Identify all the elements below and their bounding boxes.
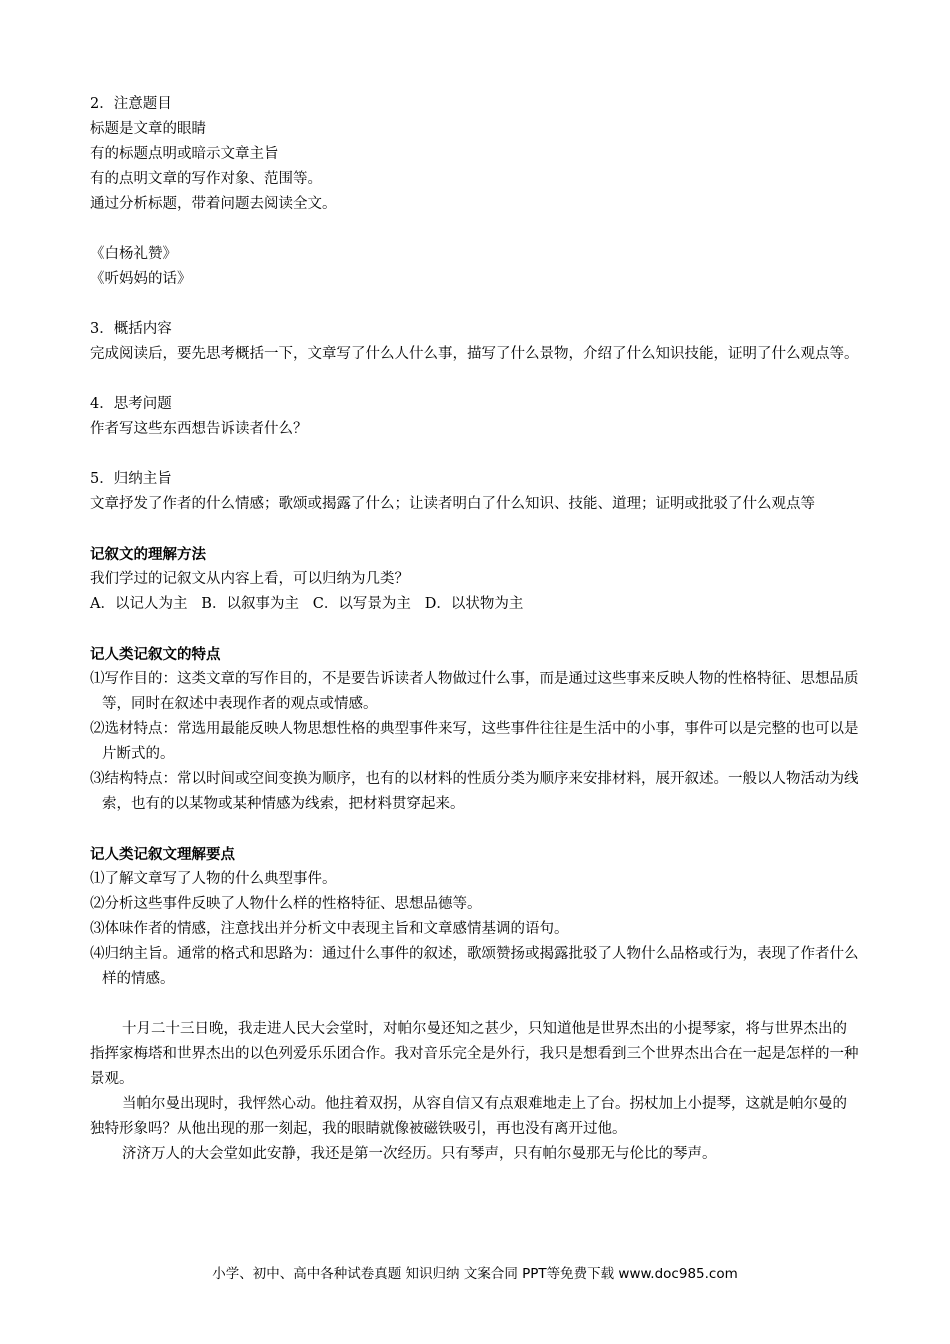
feature-item: ⑵选材特点：常选用最能反映人物思想性格的典型事件来写，这些事件往往是生活中的小事，事件可以是完整的也可以是片断式的。 [90, 721, 859, 762]
section-5-text: 文章抒发了作者的什么情感；歌颂或揭露了什么；让读者明白了什么知识、技能、道理；证明或批驳了什么观点等 [90, 496, 815, 512]
points-title: 记人类记叙文理解要点 [90, 846, 235, 863]
point-item: ⑵分析这些事件反映了人物什么样的性格特征、思想品德等。 [90, 896, 482, 912]
spacer [90, 292, 860, 317]
spacer [90, 442, 860, 467]
point-item: ⑶体味作者的情感，注意找出并分析文中表现主旨和文章感情基调的语句。 [90, 921, 569, 937]
page-footer: 小学、初中、高中各种试卷真题 知识归纳 文案合同 PPT等免费下载 www.doc985.com [212, 1266, 738, 1282]
passage-paragraph: 济济万人的大会堂如此安静，我还是第一次经历。只有琴声，只有帕尔曼那无与伦比的琴声。 [122, 1146, 717, 1162]
features-title: 记人类记叙文的特点 [90, 646, 221, 663]
spacer [90, 367, 860, 392]
spacer [90, 817, 860, 842]
spacer [90, 617, 860, 642]
feature-item: ⑴写作目的：这类文章的写作目的，不是要告诉读者人物做过什么事，而是通过这些事来反映人物的性格特征、思想品质等，同时在叙述中表现作者的观点或情感。 [90, 671, 859, 712]
point-item: ⑴了解文章写了人物的什么典型事件。 [90, 871, 337, 887]
example-title: 《听妈妈的话》 [90, 271, 192, 287]
point-item: ⑷归纳主旨。通常的格式和思路为：通过什么事件的叙述，歌颂赞扬或揭露批驳了人物什么品格或行为，表现了作者什么样的情感。 [90, 946, 859, 987]
section-3-heading: 3．概括内容 [90, 321, 172, 337]
method-question: 我们学过的记叙文从内容上看，可以归纳为几类？ [90, 571, 409, 587]
document-body [90, 92, 860, 1167]
section-4-heading: 4．思考问题 [90, 396, 172, 412]
section-2-line: 通过分析标题，带着问题去阅读全文。 [90, 196, 337, 212]
method-title: 记叙文的理解方法 [90, 546, 206, 563]
method-options: A．以记人为主 B．以叙事为主 C．以写景为主 D．以状物为主 [90, 596, 524, 612]
passage-paragraph: 十月二十三日晚，我走进人民大会堂时，对帕尔曼还知之甚少，只知道他是世界杰出的小提琴家，将与世界杰出的指挥家梅塔和世界杰出的以色列爱乐乐团合作。我对音乐完全是外行，我只是想看到三个世界杰出合在一起是怎样的一种景观。 [90, 1021, 859, 1087]
section-5-heading: 5．归纳主旨 [90, 471, 172, 487]
section-2-line: 有的标题点明或暗示文章主旨 [90, 146, 279, 162]
section-2-line: 有的点明文章的写作对象、范围等。 [90, 171, 322, 187]
passage-paragraph: 当帕尔曼出现时，我怦然心动。他拄着双拐，从容自信又有点艰难地走上了台。拐杖加上小提琴，这就是帕尔曼的独特形象吗？从他出现的那一刻起，我的眼睛就像被磁铁吸引，再也没有离开过他。 [90, 1096, 847, 1137]
spacer [90, 992, 860, 1017]
example-title: 《白杨礼赞》 [90, 246, 177, 262]
section-4-text: 作者写这些东西想告诉读者什么？ [90, 421, 308, 437]
section-3-text: 完成阅读后，要先思考概括一下，文章写了什么人什么事，描写了什么景物，介绍了什么知识技能，证明了什么观点等。 [90, 346, 859, 362]
spacer [90, 217, 860, 242]
section-2-line: 标题是文章的眼睛 [90, 121, 206, 137]
feature-item: ⑶结构特点：常以时间或空间变换为顺序，也有的以材料的性质分类为顺序来安排材料，展开叙述。一般以人物活动为线索，也有的以某物或某种情感为线索，把材料贯穿起来。 [90, 771, 859, 812]
spacer [90, 517, 860, 542]
section-2-heading: 2．注意题目 [90, 96, 172, 112]
